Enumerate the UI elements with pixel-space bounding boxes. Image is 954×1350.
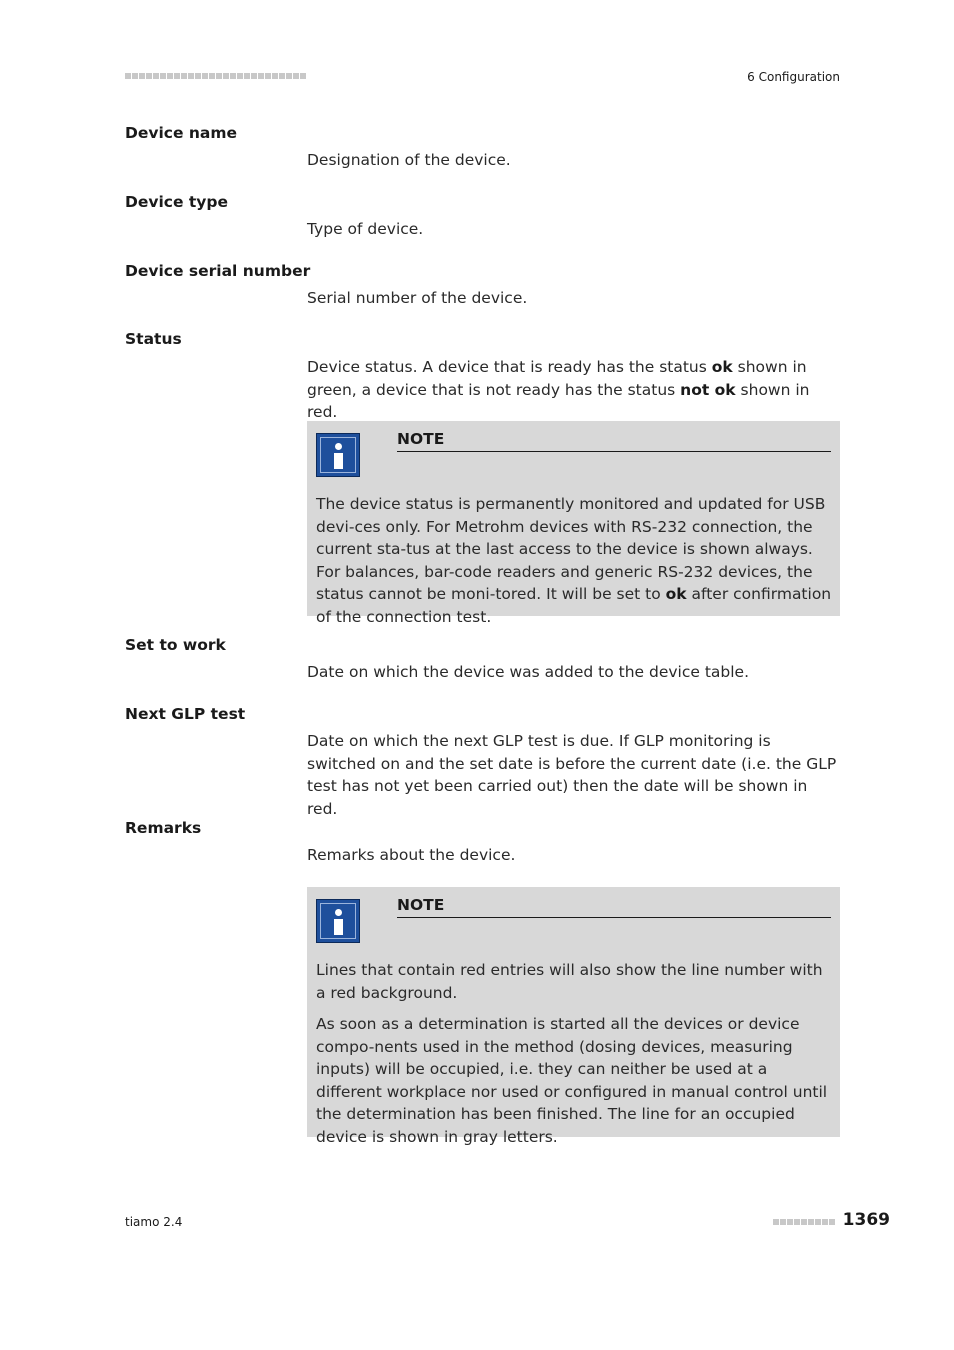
note-paragraph: As soon as a determination is started all the devices or device compo-nents used in the method (dosing devices, measuring inputs) will be occupied, i.e. they can neither be used at a different workplace nor used or configured in manual control until the determination has been finished. The line for an occupied device is shown in gray letters. bbox=[316, 1015, 828, 1146]
term-device-type: Device type bbox=[125, 193, 229, 211]
page-number: 1369 bbox=[842, 1210, 890, 1230]
desc-next-glp-test: Date on which the next GLP test is due. If GLP monitoring is switched on and the set date is before the current date (i.e. the GLP test has not yet been carried out) then the date will be shown in red. bbox=[307, 732, 837, 818]
info-icon bbox=[316, 433, 360, 477]
term-next-glp-test: Next GLP test bbox=[125, 705, 246, 723]
header-decoration bbox=[125, 73, 306, 79]
note-paragraph: Lines that contain red entries will also show the line number with a red background. bbox=[316, 961, 823, 1002]
desc-status-text-3: shown in red. bbox=[307, 380, 810, 421]
note-text-end: after confirmation of the connection test. bbox=[316, 585, 832, 626]
term-set-to-work: Set to work bbox=[125, 636, 226, 654]
status-not-ok-keyword: not ok bbox=[680, 380, 736, 399]
term-remarks: Remarks bbox=[125, 819, 202, 837]
desc-status-text-1: Device status. A device that is ready has the status bbox=[307, 358, 712, 376]
note-ok-keyword: ok bbox=[665, 585, 687, 603]
note-box-status bbox=[307, 421, 840, 626]
desc-set-to-work: Date on which the device was added to the device table. bbox=[307, 663, 750, 681]
desc-device-name: Designation of the device. bbox=[307, 151, 511, 169]
footer-decoration bbox=[773, 1219, 835, 1225]
note-box-remarks bbox=[307, 887, 840, 1146]
desc-device-serial-number: Serial number of the device. bbox=[307, 289, 528, 307]
info-icon bbox=[316, 899, 360, 943]
desc-status-text-2: shown in green, a device that is not ready has the status bbox=[307, 358, 807, 399]
note-body bbox=[316, 493, 832, 628]
status-ok-keyword: ok bbox=[711, 358, 733, 376]
note-title: NOTE bbox=[397, 896, 831, 918]
term-device-serial-number: Device serial number bbox=[125, 262, 311, 280]
note-title: NOTE bbox=[397, 430, 831, 452]
term-device-name: Device name bbox=[125, 124, 238, 142]
term-status: Status bbox=[125, 330, 182, 348]
desc-device-type: Type of device. bbox=[307, 220, 424, 238]
desc-remarks: Remarks about the device. bbox=[307, 846, 516, 864]
chapter-title: 6 Configuration bbox=[747, 70, 840, 84]
note-body bbox=[316, 959, 832, 1157]
footer-product: tiamo 2.4 bbox=[125, 1215, 183, 1229]
desc-status bbox=[307, 356, 840, 424]
note-text: The device status is permanently monitored and updated for USB devi-ces only. For Metrohm devices with RS-232 connection, the current sta-tus at the last access to the device is shown always. For balances, bar-code readers and generic RS-232 devices, the status cannot be moni-tored. It will be set to bbox=[316, 495, 826, 603]
